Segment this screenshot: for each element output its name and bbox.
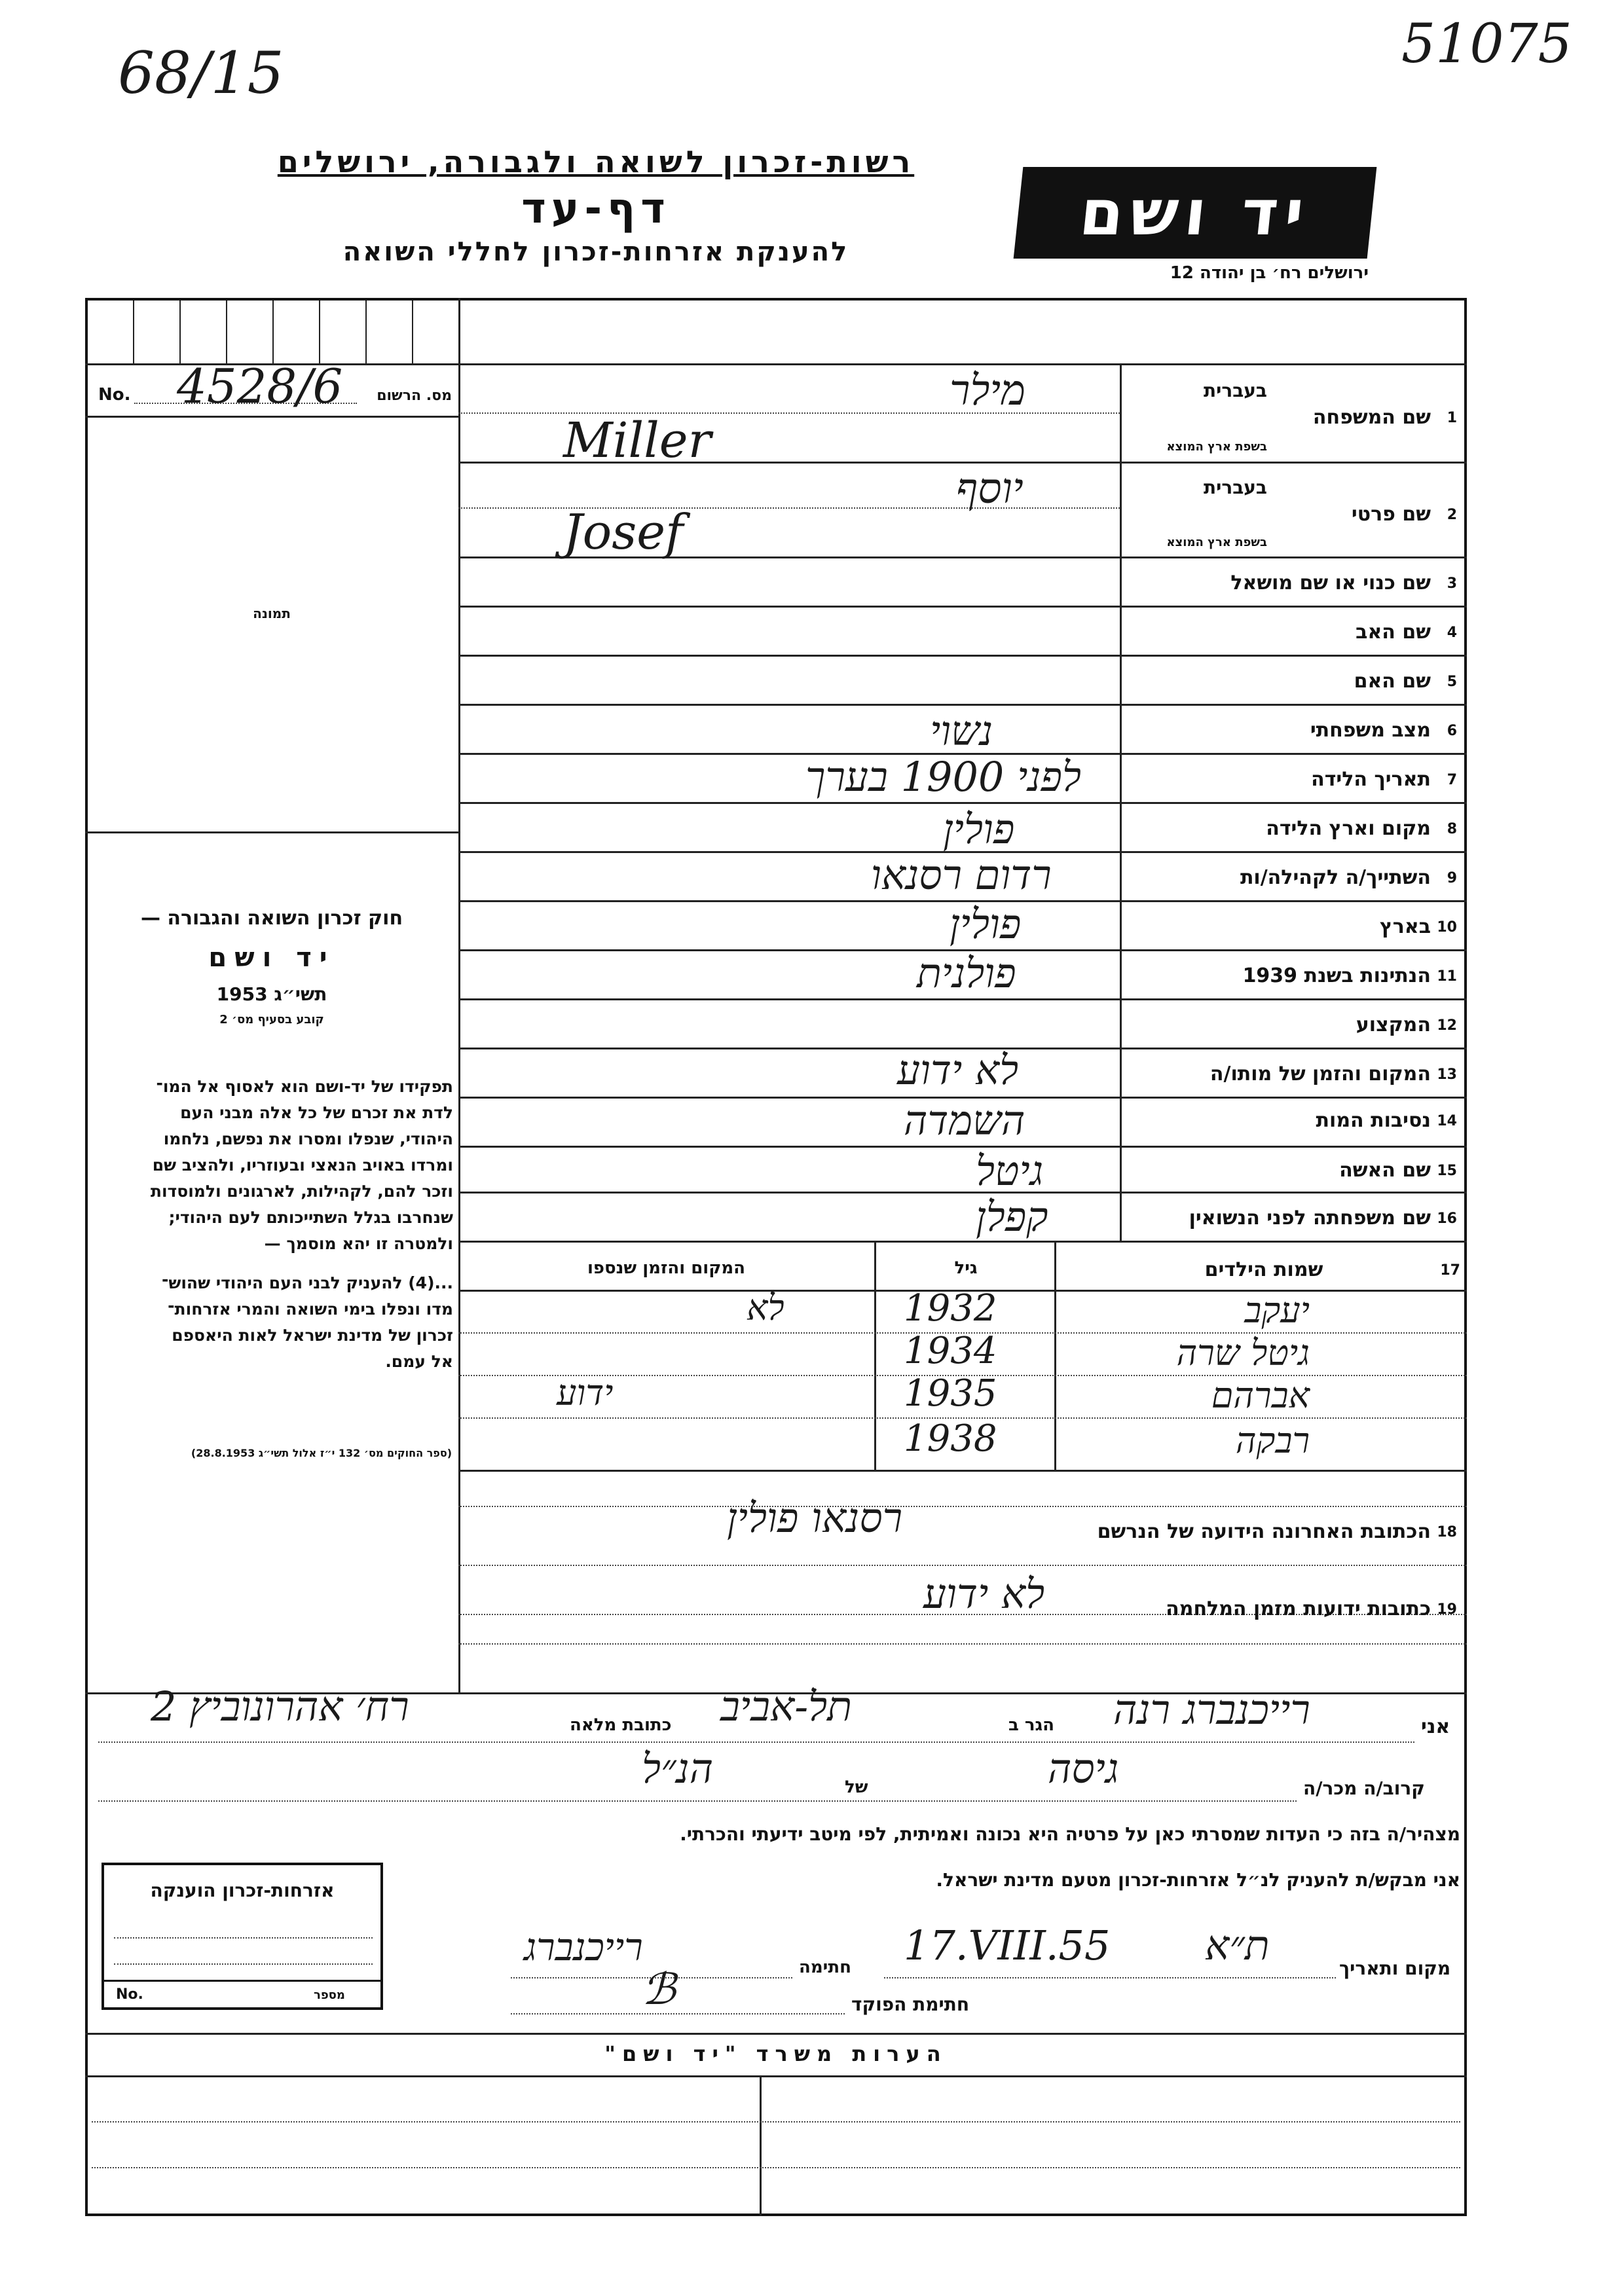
value-birth-place: פולין — [943, 805, 1015, 853]
field-label: הכתובת האחרונה הידועה של הנרשם — [1097, 1520, 1431, 1543]
signature-label: חתימה — [799, 1958, 851, 1977]
field-row — [1123, 854, 1464, 900]
logo-text: יד ושם — [1076, 176, 1314, 249]
decl-of: של — [845, 1777, 868, 1797]
children-header — [458, 1244, 1467, 1290]
field-number: 3 — [1447, 575, 1457, 592]
corner-ref-left: 68/15 — [118, 39, 284, 107]
field-label: שם האשה — [1339, 1159, 1431, 1182]
place-date-label: מקום ותאריך — [1339, 1958, 1451, 1979]
field-label: בארץ — [1379, 915, 1431, 938]
family-name-hebrew: מילר — [950, 367, 1026, 415]
field-label: שם פרטי — [1351, 503, 1431, 526]
field-label: שם המשפחה — [1312, 406, 1431, 429]
field-sub-he: בעברית — [1203, 477, 1267, 498]
field-row — [1123, 658, 1464, 704]
decl-address-label: כתובת מלאה — [570, 1715, 672, 1735]
decl-relation: גיסה — [1048, 1745, 1119, 1793]
citizenship-box-title: אזרחות-זכרון הוענקה — [150, 1880, 335, 1901]
decl-address: רח׳ אהרונוביץ 2 — [151, 1683, 409, 1730]
law-name: יד ושם — [208, 943, 335, 973]
citizenship-no-label-he: מספר — [314, 1988, 345, 2002]
field-number: 9 — [1447, 870, 1457, 886]
field-number: 12 — [1437, 1017, 1457, 1034]
child-name: גיטל שרה — [1176, 1332, 1310, 1374]
field-number: 15 — [1437, 1163, 1457, 1179]
field-label: שם האם — [1354, 670, 1431, 693]
value-country: פולין — [950, 900, 1022, 948]
place-value: ת״א — [1205, 1922, 1270, 1969]
table-row — [458, 1417, 1467, 1467]
field-number: 1 — [1447, 410, 1457, 426]
field-row — [1123, 609, 1464, 655]
value-wife-maiden-name: קפלן — [976, 1193, 1048, 1241]
law-line: אל עמם. — [385, 1352, 453, 1371]
child-year: 1934 — [904, 1330, 997, 1372]
field-row — [1123, 953, 1464, 998]
corner-ref-right: 51075 — [1401, 13, 1572, 75]
field-label: שם משפחתה לפני הנשואין — [1189, 1207, 1431, 1230]
field-first-name — [1123, 464, 1464, 556]
first-name-hebrew: יוסף — [956, 465, 1024, 513]
law-reference: (ספר החוקים מס׳ 132 י״ז אלול תשי״ג 28.8.1953) — [191, 1447, 452, 1459]
citizenship-box — [101, 1863, 383, 2010]
field-label: הנתינות בשנת 1939 — [1242, 964, 1431, 987]
field-number: 18 — [1437, 1524, 1457, 1540]
field-row — [1123, 707, 1464, 753]
value-death-place-time: לא ידוע — [897, 1046, 1019, 1094]
field-label: מקום וארץ הלידה — [1266, 817, 1431, 840]
value-death-circumstances: השמדה — [904, 1097, 1025, 1144]
field-label: השתייך/ה לקהילה/ות — [1240, 866, 1431, 889]
law-title: חוק זכרון השואה והגבורה — — [140, 907, 403, 930]
field-label: המקום והזמן של מותו/ה — [1209, 1063, 1431, 1085]
decl-relation-label: קרוב/ה מכר/ה — [1303, 1777, 1425, 1799]
field-row — [1123, 1147, 1464, 1192]
field-label: מצב משפחתי — [1310, 719, 1431, 742]
table-row — [458, 1332, 1467, 1375]
field-number: 8 — [1447, 821, 1457, 837]
law-block — [92, 907, 452, 1027]
field-number: 4 — [1447, 625, 1457, 641]
col-age: גיל — [954, 1258, 978, 1278]
child-place: ידוע — [557, 1372, 614, 1413]
signature-value: רייכנברג — [524, 1925, 643, 1969]
field-number: 5 — [1447, 674, 1457, 690]
law-line: ומרדו באויב הנאצי ובעוזריו, ולהציב שם — [152, 1156, 453, 1175]
field-number: 19 — [1437, 1601, 1457, 1618]
field-row — [1123, 756, 1464, 802]
law-clause: קובע בסעיף מס׳ 2 — [219, 1013, 324, 1027]
reg-no-label-he: מס. הרשום — [377, 388, 452, 404]
law-line: היהודי, שנפלו ומסרו את נפשם, נלחמו — [163, 1129, 453, 1148]
field-row — [1123, 1002, 1464, 1048]
col-place-time: המקום והזמן שנספו — [587, 1258, 746, 1278]
field-number: 10 — [1437, 919, 1457, 936]
value-marital-status: נשוי — [930, 707, 993, 755]
law-line: לדת את זכרם של כל אלה מבני העם — [180, 1103, 453, 1122]
officer-signature-label: חתימת הפוקד — [851, 1994, 970, 2015]
office-notes-title: הערות משרד "יד ושם" — [604, 2041, 948, 2066]
law-line: מדו ונפלו בימי השואה והמרי אזרחות־ — [168, 1300, 453, 1319]
decl-prefix: אני — [1421, 1715, 1450, 1738]
field-number: 11 — [1437, 968, 1457, 985]
field-row — [1123, 1100, 1464, 1146]
authority-line: רשות-זכרון לשואה ולגבורה, ירושלים — [277, 144, 915, 179]
field-row — [1123, 1195, 1464, 1241]
col-children-names: שמות הילדים — [1204, 1258, 1323, 1281]
citizenship-no-label: No. — [116, 1986, 143, 2003]
law-line: ולמטרה זו יהא מוסמך — — [264, 1234, 453, 1253]
field-number: 13 — [1437, 1066, 1457, 1083]
child-year: 1935 — [904, 1372, 997, 1415]
top-code-boxes — [88, 301, 458, 363]
decl-name: רייכנברג רנה — [1113, 1686, 1310, 1734]
law-line: תפקידו של יד-ושם הוא לאסוף אל המו־ — [156, 1077, 453, 1096]
law-line: זכרון של מדינת ישראל לאות היאספם — [172, 1326, 453, 1345]
field-family-name — [1123, 367, 1464, 462]
field-last-address — [917, 1514, 1464, 1553]
value-nationality-1939: פולנית — [917, 949, 1016, 997]
field-label: נסיבות המות — [1316, 1109, 1431, 1132]
value-community: רדום רסנאו — [871, 851, 1052, 899]
date-value: 17.VIII.55 — [904, 1922, 1111, 1969]
law-year: תשי״ג 1953 — [216, 983, 327, 1005]
law-line: וזכר להם, לקהילות, לארגונים ולמוסדות — [150, 1182, 453, 1201]
law-line: ...(4) להעניק לבני העם היהודי שהוש־ — [161, 1273, 453, 1292]
law-line: שנחרבו בגלל השתייכותם לעם היהודי; — [168, 1208, 453, 1227]
decl-request: אני מבקש/ת להעניק לנ״ל אזרחות-זכרון מטעם מדינת ישראל. — [936, 1869, 1460, 1891]
value-war-addresses: לא ידוע — [923, 1570, 1045, 1618]
yad-vashem-logo — [1014, 167, 1377, 259]
field-number: 17 — [1440, 1262, 1460, 1279]
field-number: 6 — [1447, 723, 1457, 739]
field-number: 16 — [1437, 1211, 1457, 1227]
field-row — [1123, 805, 1464, 851]
reg-no-label: No. — [98, 385, 131, 405]
decl-resident: הגר ב — [1008, 1715, 1055, 1735]
child-name: אברהם — [1211, 1375, 1310, 1416]
header — [223, 144, 969, 288]
child-name: רבקה — [1235, 1420, 1310, 1461]
child-year: 1938 — [904, 1417, 997, 1460]
child-name: יעקב — [1244, 1290, 1310, 1331]
reg-no-value: 4528/6 — [177, 359, 343, 414]
field-number: 7 — [1447, 772, 1457, 788]
header-address: ירושלים רח׳ בן יהודה 12 — [1170, 263, 1369, 283]
field-label: תאריך הלידה — [1311, 768, 1431, 791]
field-label: כתובות ידועות מזמן המלחמה — [1166, 1597, 1431, 1620]
field-number: 14 — [1437, 1113, 1457, 1129]
field-sub-he: בעברית — [1203, 380, 1267, 401]
field-label: שם האב — [1356, 621, 1431, 644]
table-row — [458, 1372, 1467, 1417]
field-row — [1123, 560, 1464, 606]
value-birth-date: לפני 1900 בערך — [805, 753, 1082, 801]
field-row — [1123, 1051, 1464, 1097]
decl-city: תל-אביב — [720, 1683, 852, 1730]
value-last-address: רסנאו פולין — [727, 1494, 903, 1542]
field-sub-local: בשפת ארץ המוצא — [1166, 440, 1267, 454]
field-label: המקצוע — [1356, 1013, 1431, 1036]
table-row — [458, 1287, 1467, 1332]
form-subtitle: להענקת אזרחות-זכרון לחללי השואה — [342, 237, 849, 267]
field-row — [1123, 903, 1464, 949]
photo-label: תמונה — [253, 606, 291, 621]
field-number: 2 — [1447, 507, 1457, 523]
law-text — [92, 1074, 453, 1375]
form-title: דף-עד — [521, 185, 671, 233]
officer-signature-mark: ℬ — [642, 1964, 676, 2014]
family-name-local: Miller — [563, 412, 711, 469]
field-label: שם כנוי או שם מושאל — [1230, 572, 1431, 594]
decl-person: הנ״ל — [642, 1745, 714, 1793]
child-year: 1932 — [904, 1287, 997, 1330]
value-wife-name: גיטל — [976, 1147, 1044, 1195]
decl-statement: מצהיר/ה בזה כי העדות שמסרתי כאן על פרטיה היא נכונה ואמיתית, לפי מיטב ידיעתי והכרתי. — [680, 1823, 1460, 1845]
child-place: לא — [747, 1287, 784, 1328]
first-name-local: Josef — [563, 504, 684, 560]
field-sub-local: בשפת ארץ המוצא — [1166, 536, 1267, 549]
